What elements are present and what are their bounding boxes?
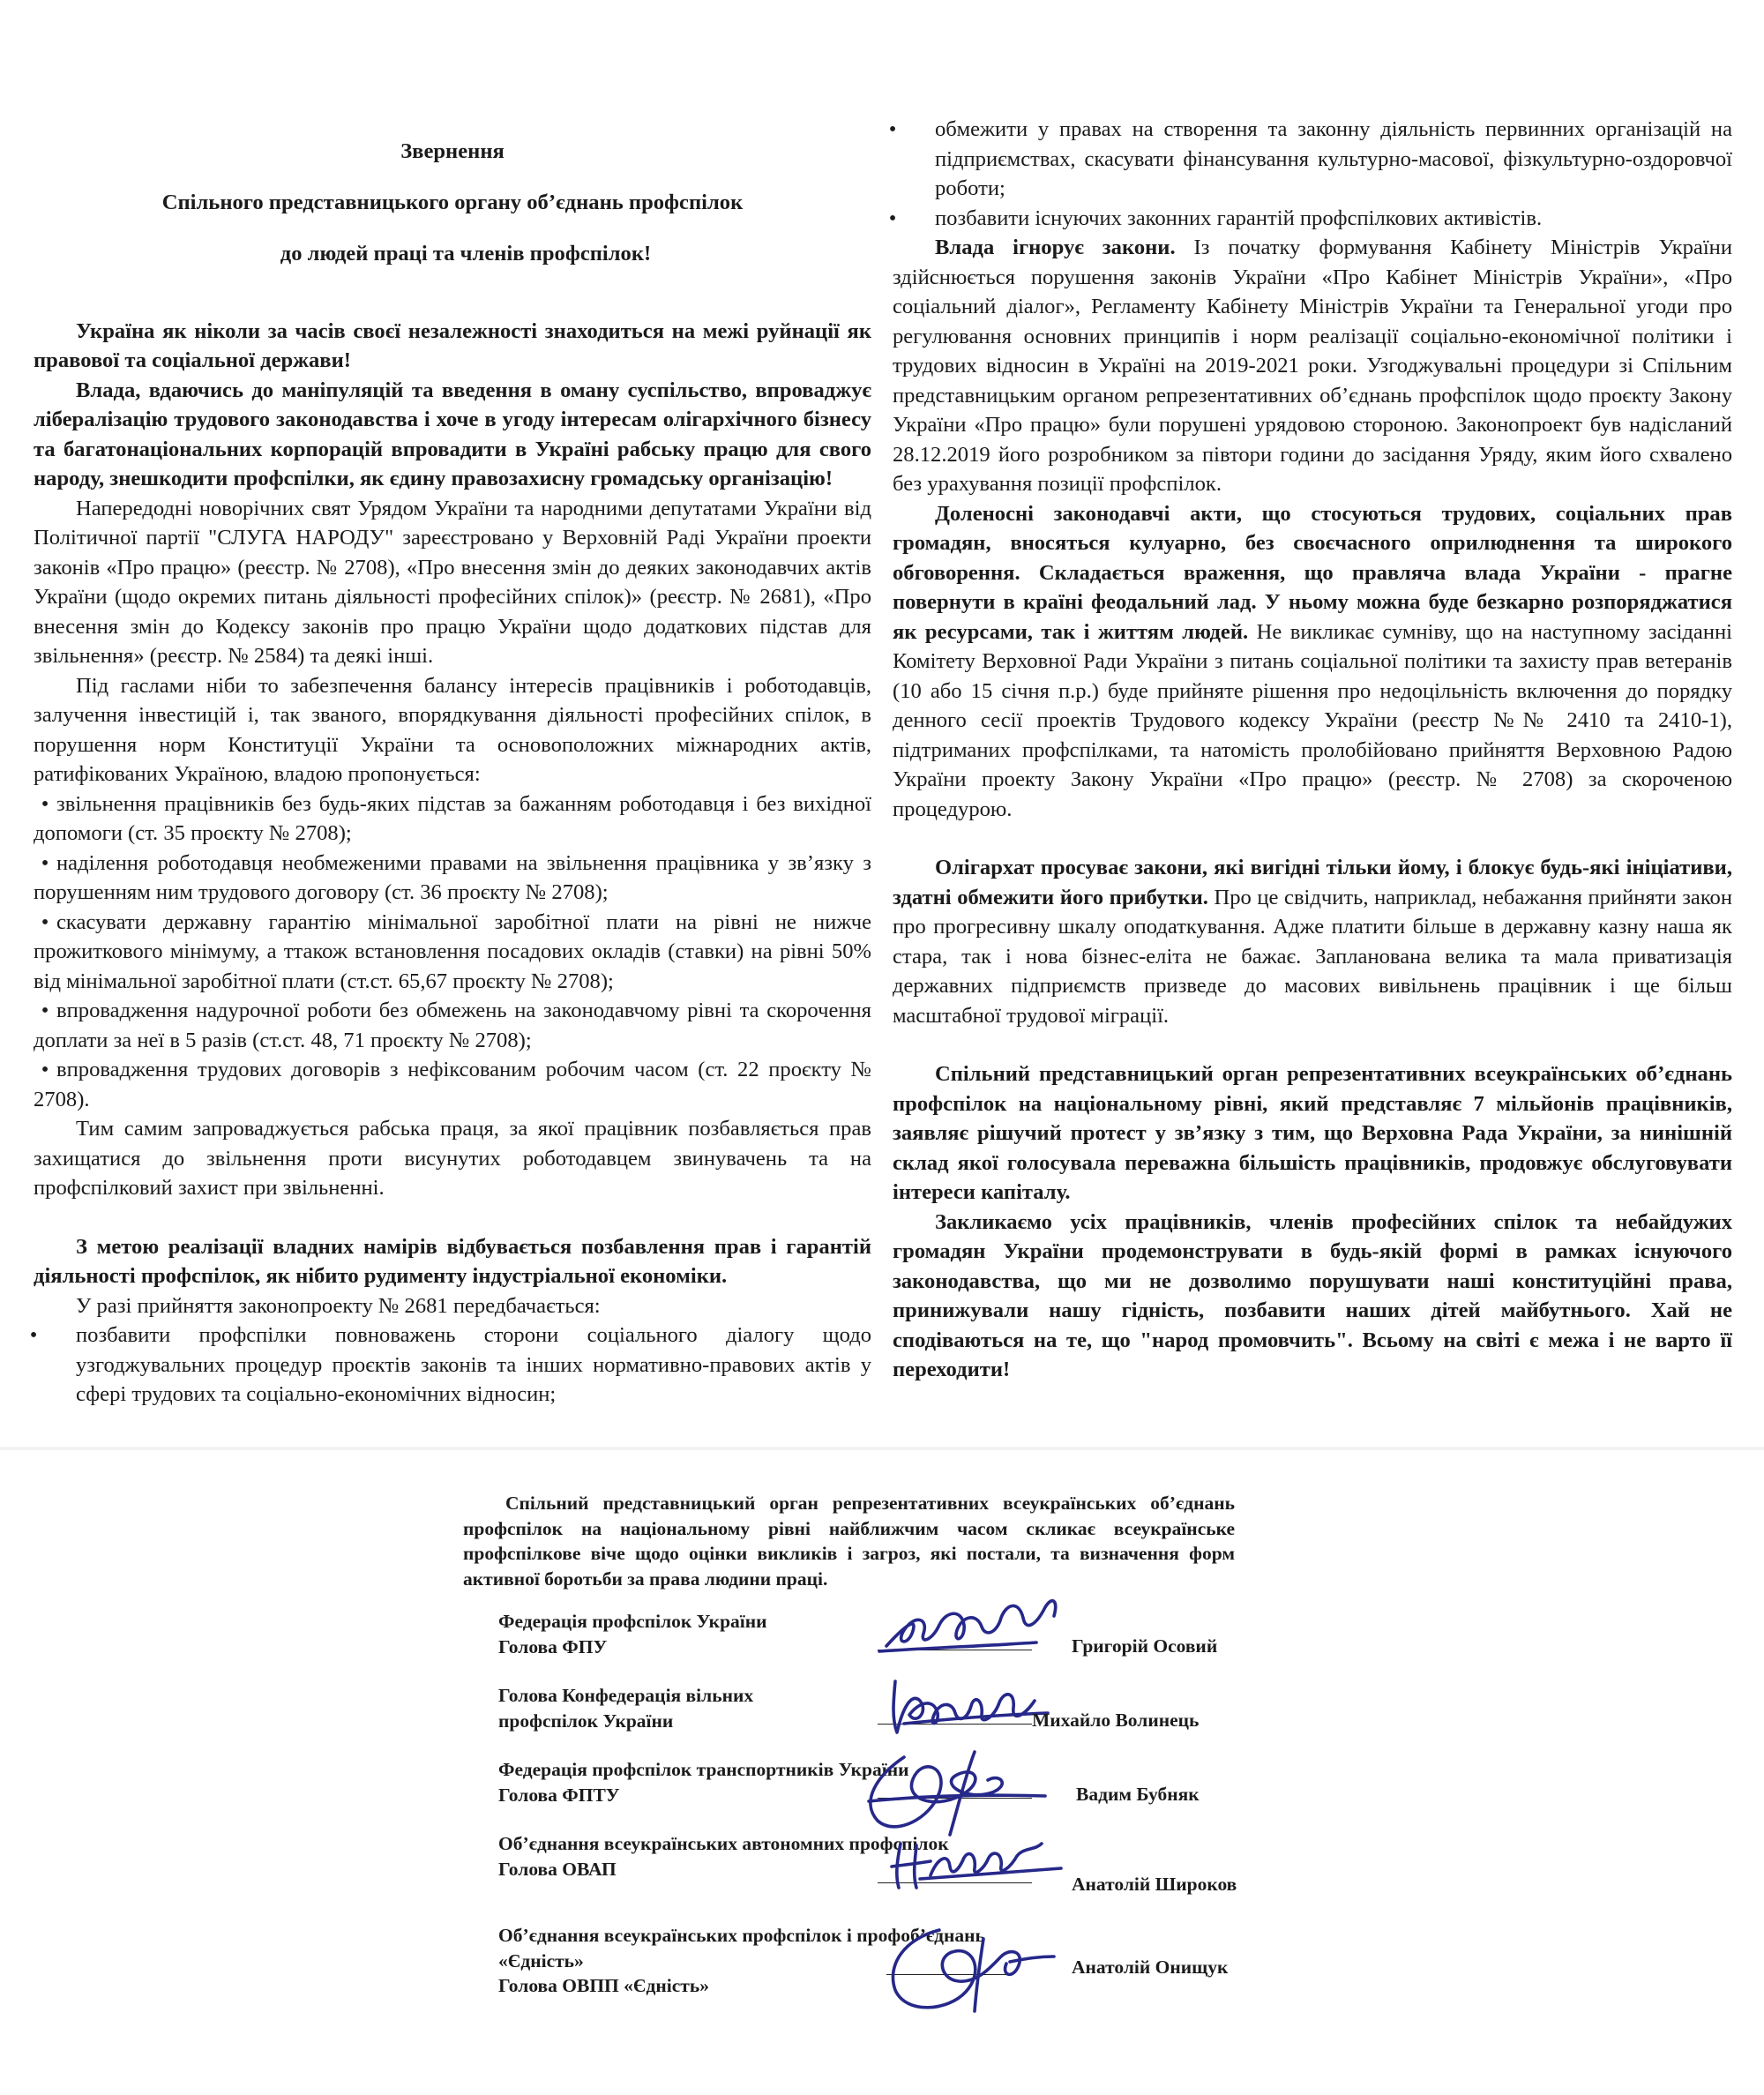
appeal-paragraph: Спільний представницький орган репрезентативних всеукраїнських об’єднань профспілок на національному рівні найближчим часом скликає всеукраїнське профспілкове віче щодо оцінки викликів і загроз, які постали, та визначення форм активної боротьби за права людини праці.: [463, 1493, 1235, 1590]
signatory-row: [463, 1831, 1235, 1905]
signatory-row: [463, 1905, 1235, 2002]
list-item: • позбавити існуючих законних гарантій профспілкових активістів.: [893, 204, 1732, 234]
signature-image: [851, 1912, 1072, 2018]
paragraph-bills: Напередодні новорічних свят Урядом України та народними депутатами України від Політичної партії "СЛУГА НАРОДУ" зареєстровано у Верховній Раді України проекти законів «Про працю» (реєстр. № 2708), «Про внесення змін до деяких законодавчих актів України (щодо окремих питань діяльності професійних спілок)» (реєстр. № 2681), «Про внесення змін до Кодексу законів про працю України щодо додаткових підстав для звільнення» (реєстр. № 2584) та деякі інші.: [34, 496, 871, 669]
bullet-icon: •: [41, 1058, 49, 1082]
list-item: • позбавити профспілки повноважень сторони соціального діалогу щодо узгоджувальних процедур проєктів законів та інших нормативно-правових актів у сфері трудових та соціально-економічних відносин;: [34, 1321, 871, 1410]
signatory-organization: Федерація профспілок транспортників України Голова ФПТУ: [498, 1759, 909, 1806]
title-line-1: Звернення: [400, 138, 505, 163]
signatory-organization: Федерація профспілок України Голова ФПУ: [498, 1611, 767, 1657]
signatory-name: Вадим Бубняк: [1076, 1784, 1200, 1805]
bullet-icon: •: [888, 206, 897, 230]
paragraph-slave-labour: Тим самим запроваджується рабська праця, за якої працівник позбавляється прав захищатися до звільнення проти висунутих роботодавцем звинувачень та на профспілковий захист при звільненні.: [34, 1117, 871, 1201]
signatory-organization: Об’єднання всеукраїнських профспілок і профоб’єднань «Єдність» Голова ОВПП «Єдність»: [498, 1925, 985, 1996]
paragraph-intro: Україна як ніколи за часів своєї незалежності знаходиться на межі руйнації як правової та соціальної держави!: [34, 318, 871, 373]
signatory-name: Анатолій Онищук: [1072, 1957, 1229, 1978]
signatory-name: Григорій Осовий: [1072, 1635, 1218, 1657]
paragraph-bill-2681: У разі прийняття законопроекту № 2681 передбачається:: [76, 1293, 601, 1318]
bullet-icon: •: [29, 1323, 38, 1348]
paragraph-union-rights: З метою реалізації владних намірів відбувається позбавлення прав і гарантій діяльності профспілок, як нібито рудименту індустріальної економіки.: [34, 1234, 871, 1289]
paragraph-government: Влада, вдаючись до маніпуляцій та введення в оману суспільство, впроваджує лібералізацію трудового законодавства і хоче в угоду інтересам олігархічного бізнесу та багатонаціональних корпорацій впровадити в Україні рабську працю для свого народу, знешкодити профспілки, як єдину правозахисну громадську організацію!: [34, 378, 871, 491]
paragraph-ignores-laws: Влада ігнорує закони. Із початку формування Кабінету Міністрів України здійснюється порушення законів України «Про Кабінет Міністрів України», «Про соціальний діалог», Регламенту Кабінету Міністрів України та Генеральної угоди про регулювання основних принципів і норм реалізації соціально-економічної політики і трудових відносин в Україні на 2019-2021 роки. Узгоджувальні процедури зі Спільним представницьким органом репрезентативних об’єднань профспілок щодо проєкту Закону України «Про працю» були порушені урядовою стороною. Законопроект був надісланий 28.12.2019 його розробником за півтори години до засідання Уряду, яким його схвалено без урахування позиції профспілок.: [893, 236, 1733, 496]
list-item: • впровадження трудових договорів з нефіксованим робочим часом (ст. 22 проєкту № 2708).: [34, 1055, 871, 1114]
signature-image: [885, 1826, 1079, 1897]
paragraph-call: Закликаємо усіх працівників, членів професійних спілок та небайдужих громадян України продемонструвати в будь-якій формі в рамках існуючого законодавства, що ми не дозволимо порушувати наші конституційні права, принижували нашу гідність, позбавити наших дітей майбутнього. Хай не сподіваються на те, що "народ промовчить". Всьому на світі є межа і не варто її переходити!: [893, 1209, 1732, 1381]
signatory-row: [463, 1609, 1235, 1683]
list-item: • впровадження надурочної роботи без обмежень на законодавчому рівні та скорочення доплати за неї в 5 разів (ст.ст. 48, 71 проєкту № 2708);: [34, 996, 871, 1055]
signatory-name: Михайло Волинець: [1032, 1710, 1200, 1731]
scan-divider: [0, 1447, 1764, 1450]
paragraph-fateful-acts: Доленосні законодавчі акти, що стосуються трудових, соціальних прав громадян, вносяться кулуарно, без своєчасного оприлюднення та широкого обговорення. Складається враження, що правляча влада України - прагне повернути в країні феодальний лад. У ньому можна буде безкарно розпоряджатися як ресурсами, так і життям людей. Не викликає сумніву, що на наступному засіданні Комітету Верховної Ради України з питань соціальної політики та захисту прав ветеранів (10 або 15 січня п.р.) буде прийняте рішення про недоцільність включення до порядку денного сесії проектів Трудового кодексу України (реєстр №№ 2410 та 2410-1), підтриманих профспілками, та натомість пролобійовано прийняття Верховною Радою України проекту Закону України «Про працю» (реєстр. № 2708) за скороченою процедурою.: [893, 501, 1732, 821]
title-line-2: Спільного представницького органу об’єднань профспілок: [161, 190, 744, 214]
bullet-icon: •: [41, 909, 49, 934]
bullet-icon: •: [888, 117, 897, 141]
signature-block: [463, 1491, 1235, 2002]
list-item: • звільнення працівників без будь-яких підстав за бажанням роботодавця і без вихідної допомоги (ст. 35 проєкту № 2708);: [34, 789, 871, 849]
list-item: • наділення роботодавця необмеженими правами на звільнення працівника у зв’язку з порушенням ним трудового договору (ст. 36 проєкту № 2708);: [34, 849, 871, 908]
signatory-row: [463, 1757, 1235, 1831]
bullet-icon: •: [41, 999, 49, 1023]
signatory-organization: Об’єднання всеукраїнських автономних профспілок Голова ОВАП: [498, 1833, 949, 1880]
paragraph-protest: Спільний представницький орган репрезентативних всеукраїнських об’єднань профспілок на національному рівні, який представляє 7 мільйонів працівників, заявляє рішучий протест у зв’язку з тим, що Верховна Рада України, за нинішній склад якої голосувала переважна більшість працівників, продовжує обслуговувати інтереси капіталу.: [893, 1062, 1732, 1204]
left-column: [29, 0, 871, 1410]
list-item: • скасувати державну гарантію мінімальної заробітної плати на рівні не нижче прожиткового мінімуму, а ттакож встановлення посадових окладів (ставки) на рівні 50% від мінімальної заробітної плати (ст.ст. 65,67 проєкту № 2708);: [34, 908, 871, 997]
paragraph-slogans: Під гаслами ніби то забезпечення балансу інтересів працівників і роботодавців, залучення інвестицій і, так званого, впорядкування діяльності професійних спілок, в порушення норм Конституції України та основоположних міжнародних актів, ратифікованих Україною, владою пропонується:: [34, 673, 871, 787]
bullet-icon: •: [41, 850, 49, 875]
signature-image: [878, 1591, 1080, 1662]
title-line-3: до людей праці та членів профспілок!: [280, 241, 652, 266]
signatory-organization: Голова Конфедерація вільних профспілок України: [498, 1685, 754, 1732]
right-column: [888, 0, 1733, 1385]
paragraph-oligarchy: Олігархат просуває закони, які вигідні тільки йому, і блокує будь-які ініціативи, здатні обмежити його прибутки. Про це свідчить, наприклад, небажання прийняти закон про прогресивну шкалу оподаткування. Адже платити більше в державну казну наша як стара, так і нова бізнес-еліта не бажає. Запланована велика та мала приватизація державних підприємств призведе до масових вивільнень працівник і ще більш масштабної трудової міграції.: [893, 856, 1732, 1028]
list-item: • обмежити у правах на створення та законну діяльність первинних організацій на підприємствах, скасувати фінансування культурно-масової, фізкультурно-оздоровчої роботи;: [893, 115, 1732, 204]
bullet-icon: •: [41, 791, 49, 816]
signatory-name: Анатолій Широков: [1072, 1874, 1237, 1895]
